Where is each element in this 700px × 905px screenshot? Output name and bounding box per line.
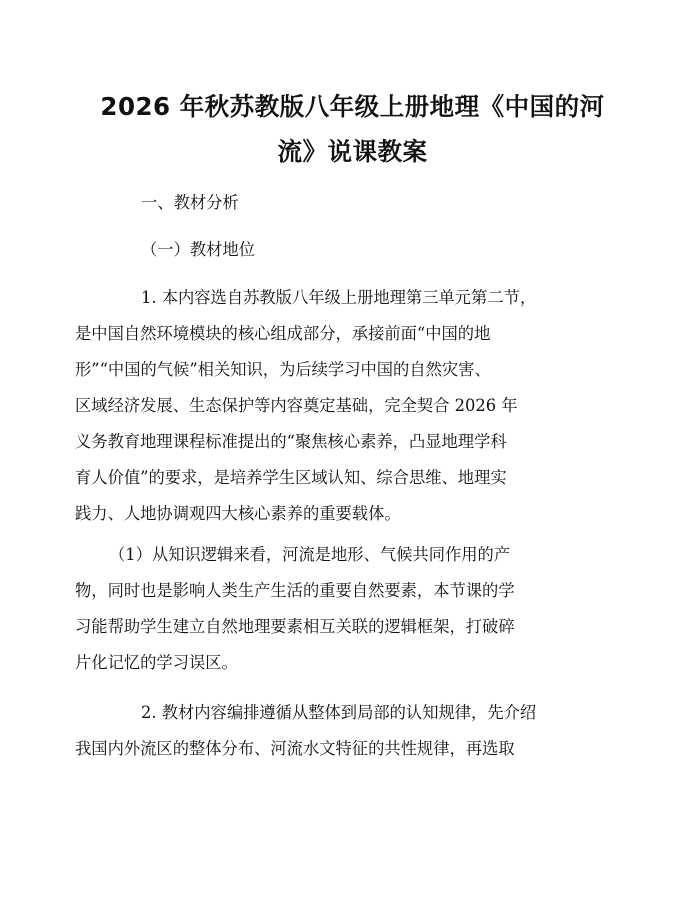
paragraph-1-line-4: 区域经济发展、生态保护等内容奠定基础，完全契合 2026 年 bbox=[75, 396, 518, 415]
paragraph-3-line-1: 2. 教材内容编排遵循从整体到局部的认知规律，先介绍 bbox=[141, 703, 537, 722]
paragraph-1-line-1: 1. 本内容选自苏教版八年级上册地理第三单元第二节， bbox=[141, 288, 537, 307]
paragraph-3-line-2: 我国内外流区的整体分布、河流水文特征的共性规律，再选取 bbox=[75, 739, 515, 758]
paragraph-1-line-2: 是中国自然环境模块的核心组成部分，承接前面“中国的地 bbox=[75, 324, 491, 343]
paragraph-2-line-4: 片化记忆的学习误区。 bbox=[75, 653, 238, 672]
paragraph-1-line-7: 践力、人地协调观四大核心素养的重要载体。 bbox=[75, 504, 401, 523]
document-title-line-1: 2026 年秋苏教版八年级上册地理《中国的河 bbox=[100, 92, 605, 121]
subsection-heading: （一）教材地位 bbox=[141, 240, 255, 259]
paragraph-2-line-2: 物，同时也是影响人类生产生活的重要自然要素，本节课的学 bbox=[75, 581, 515, 600]
paragraph-1-line-3: 形”“中国的气候”相关知识，为后续学习中国的自然灾害、 bbox=[75, 360, 491, 379]
section-heading: 一、教材分析 bbox=[141, 193, 239, 212]
paragraph-2-line-3: 习能帮助学生建立自然地理要素相互关联的逻辑框架，打破碎 bbox=[75, 617, 515, 636]
paragraph-1-line-6: 育人价值”的要求，是培养学生区域认知、综合思维、地理实 bbox=[75, 468, 507, 487]
document-title-line-2: 流》说课教案 bbox=[277, 137, 428, 166]
paragraph-2-line-1: （1）从知识逻辑来看，河流是地形、气候共同作用的产 bbox=[109, 545, 511, 564]
paragraph-1-line-5: 义务教育地理课程标准提出的“聚焦核心素养，凸显地理学科 bbox=[75, 432, 507, 451]
